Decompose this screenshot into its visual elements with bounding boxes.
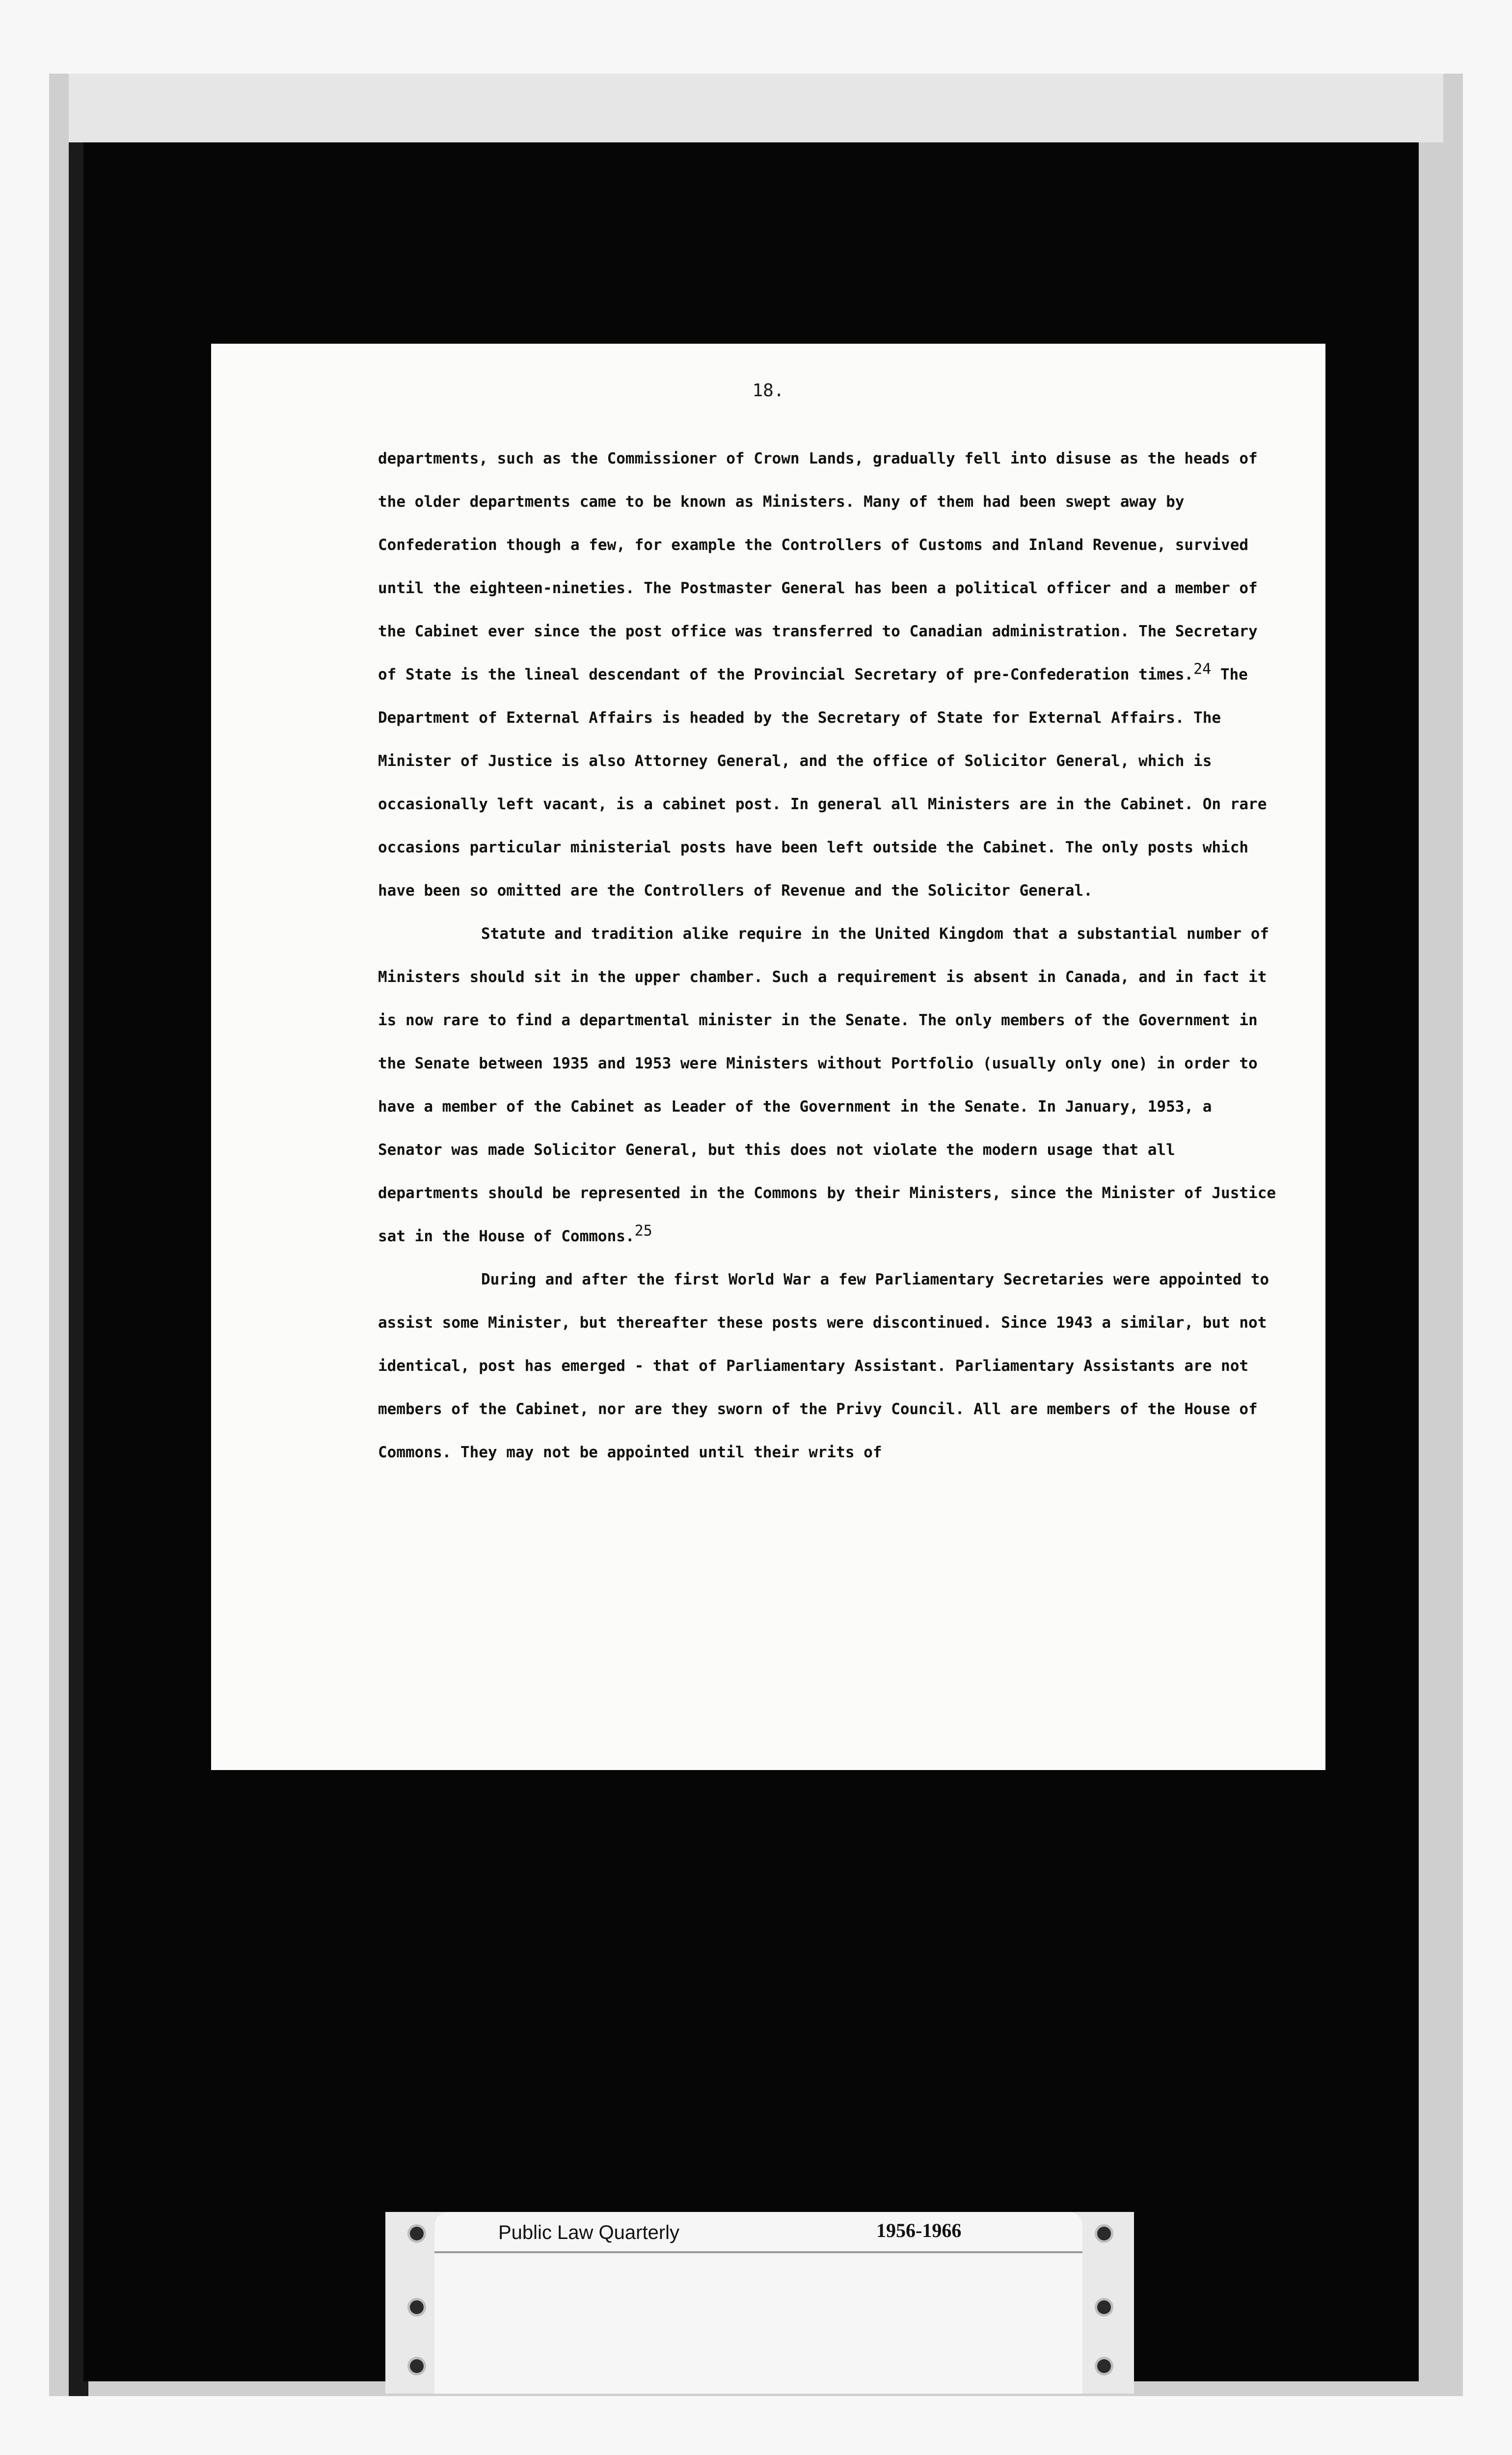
punch-hole-icon bbox=[410, 2359, 424, 2373]
label-title: Public Law Quarterly bbox=[498, 2222, 680, 2243]
document-sheet bbox=[211, 344, 1325, 1770]
paragraph-text: departments, such as the Commissioner of Crown Lands, gradually fell into disuse as the heads of the older departments came to be known as Ministers. Many of them had been swept away by Confederation though a few, for example the Controllers of Customs and Inland Revenue, survived until the eighteen-nineties. The Postmaster General has been a political officer and a member of the Cabinet ever since the post office was transferred to Canadian administration. The Secretary of State is the lineal descendant of the Provincial Secretary of pre-Confederation times. bbox=[378, 450, 1258, 683]
paragraph-text: The Department of External Affairs is headed by the Secretary of State for External Affairs. The Minister of Justice is also Attorney General, and the office of Solicitor General, which is occasionally left vacant, is a cabinet post. In general all Ministers are in the Cabinet. On rare occasions particular ministerial posts have been left outside the Cabinet. The only posts which have been so omitted are the Controllers of Revenue and the Solicitor General. bbox=[378, 666, 1267, 900]
paragraph-departments bbox=[378, 437, 1276, 912]
film-top-edge bbox=[69, 74, 1443, 142]
punch-hole-icon bbox=[1097, 2359, 1111, 2373]
label-divider bbox=[434, 2251, 1082, 2253]
footnote-marker: 24 bbox=[1193, 660, 1212, 678]
document-body bbox=[378, 437, 1276, 1474]
catalogue-label bbox=[385, 2212, 1134, 2394]
punch-hole-icon bbox=[410, 2227, 424, 2240]
punch-hole-icon bbox=[1097, 2300, 1111, 2314]
paragraph-text: Statute and tradition alike require in the United Kingdom that a substantial number of Ministers should sit in the upper chamber. Such a requirement is absent in Canada, and in fact it is now rare to find a departmental minister in the Senate. The only members of the Government in the Senate between 1935 and 1953 were Ministers without Portfolio (usually only one) in order to have a member of the Cabinet as Leader of the Government in the Senate. In January, 1953, a Senator was made Solicitor General, but this does not violate the modern usage that all departments should be represented in the Commons by their Ministers, since the Minister of Justice sat in the House of Commons. bbox=[378, 925, 1276, 1245]
paragraph-secretaries bbox=[378, 1258, 1276, 1474]
page-number: 18. bbox=[752, 381, 784, 401]
footnote-marker: 25 bbox=[634, 1222, 652, 1240]
paragraph-senate bbox=[378, 912, 1276, 1258]
label-years: 1956-1966 bbox=[876, 2219, 962, 2241]
paragraph-text: During and after the first World War a few Parliamentary Secretaries were appointed to assist some Minister, but thereafter these posts were discontinued. Since 1943 a similar, but not identical, post has emerged - that of Parliamentary Assistant. Parliamentary Assistants are not members of the Cabinet, nor are they sworn of the Privy Council. All are members of the House of Commons. They may not be appointed until their writs of bbox=[378, 1271, 1269, 1461]
punch-hole-icon bbox=[1097, 2227, 1111, 2240]
punch-hole-icon bbox=[410, 2300, 424, 2314]
